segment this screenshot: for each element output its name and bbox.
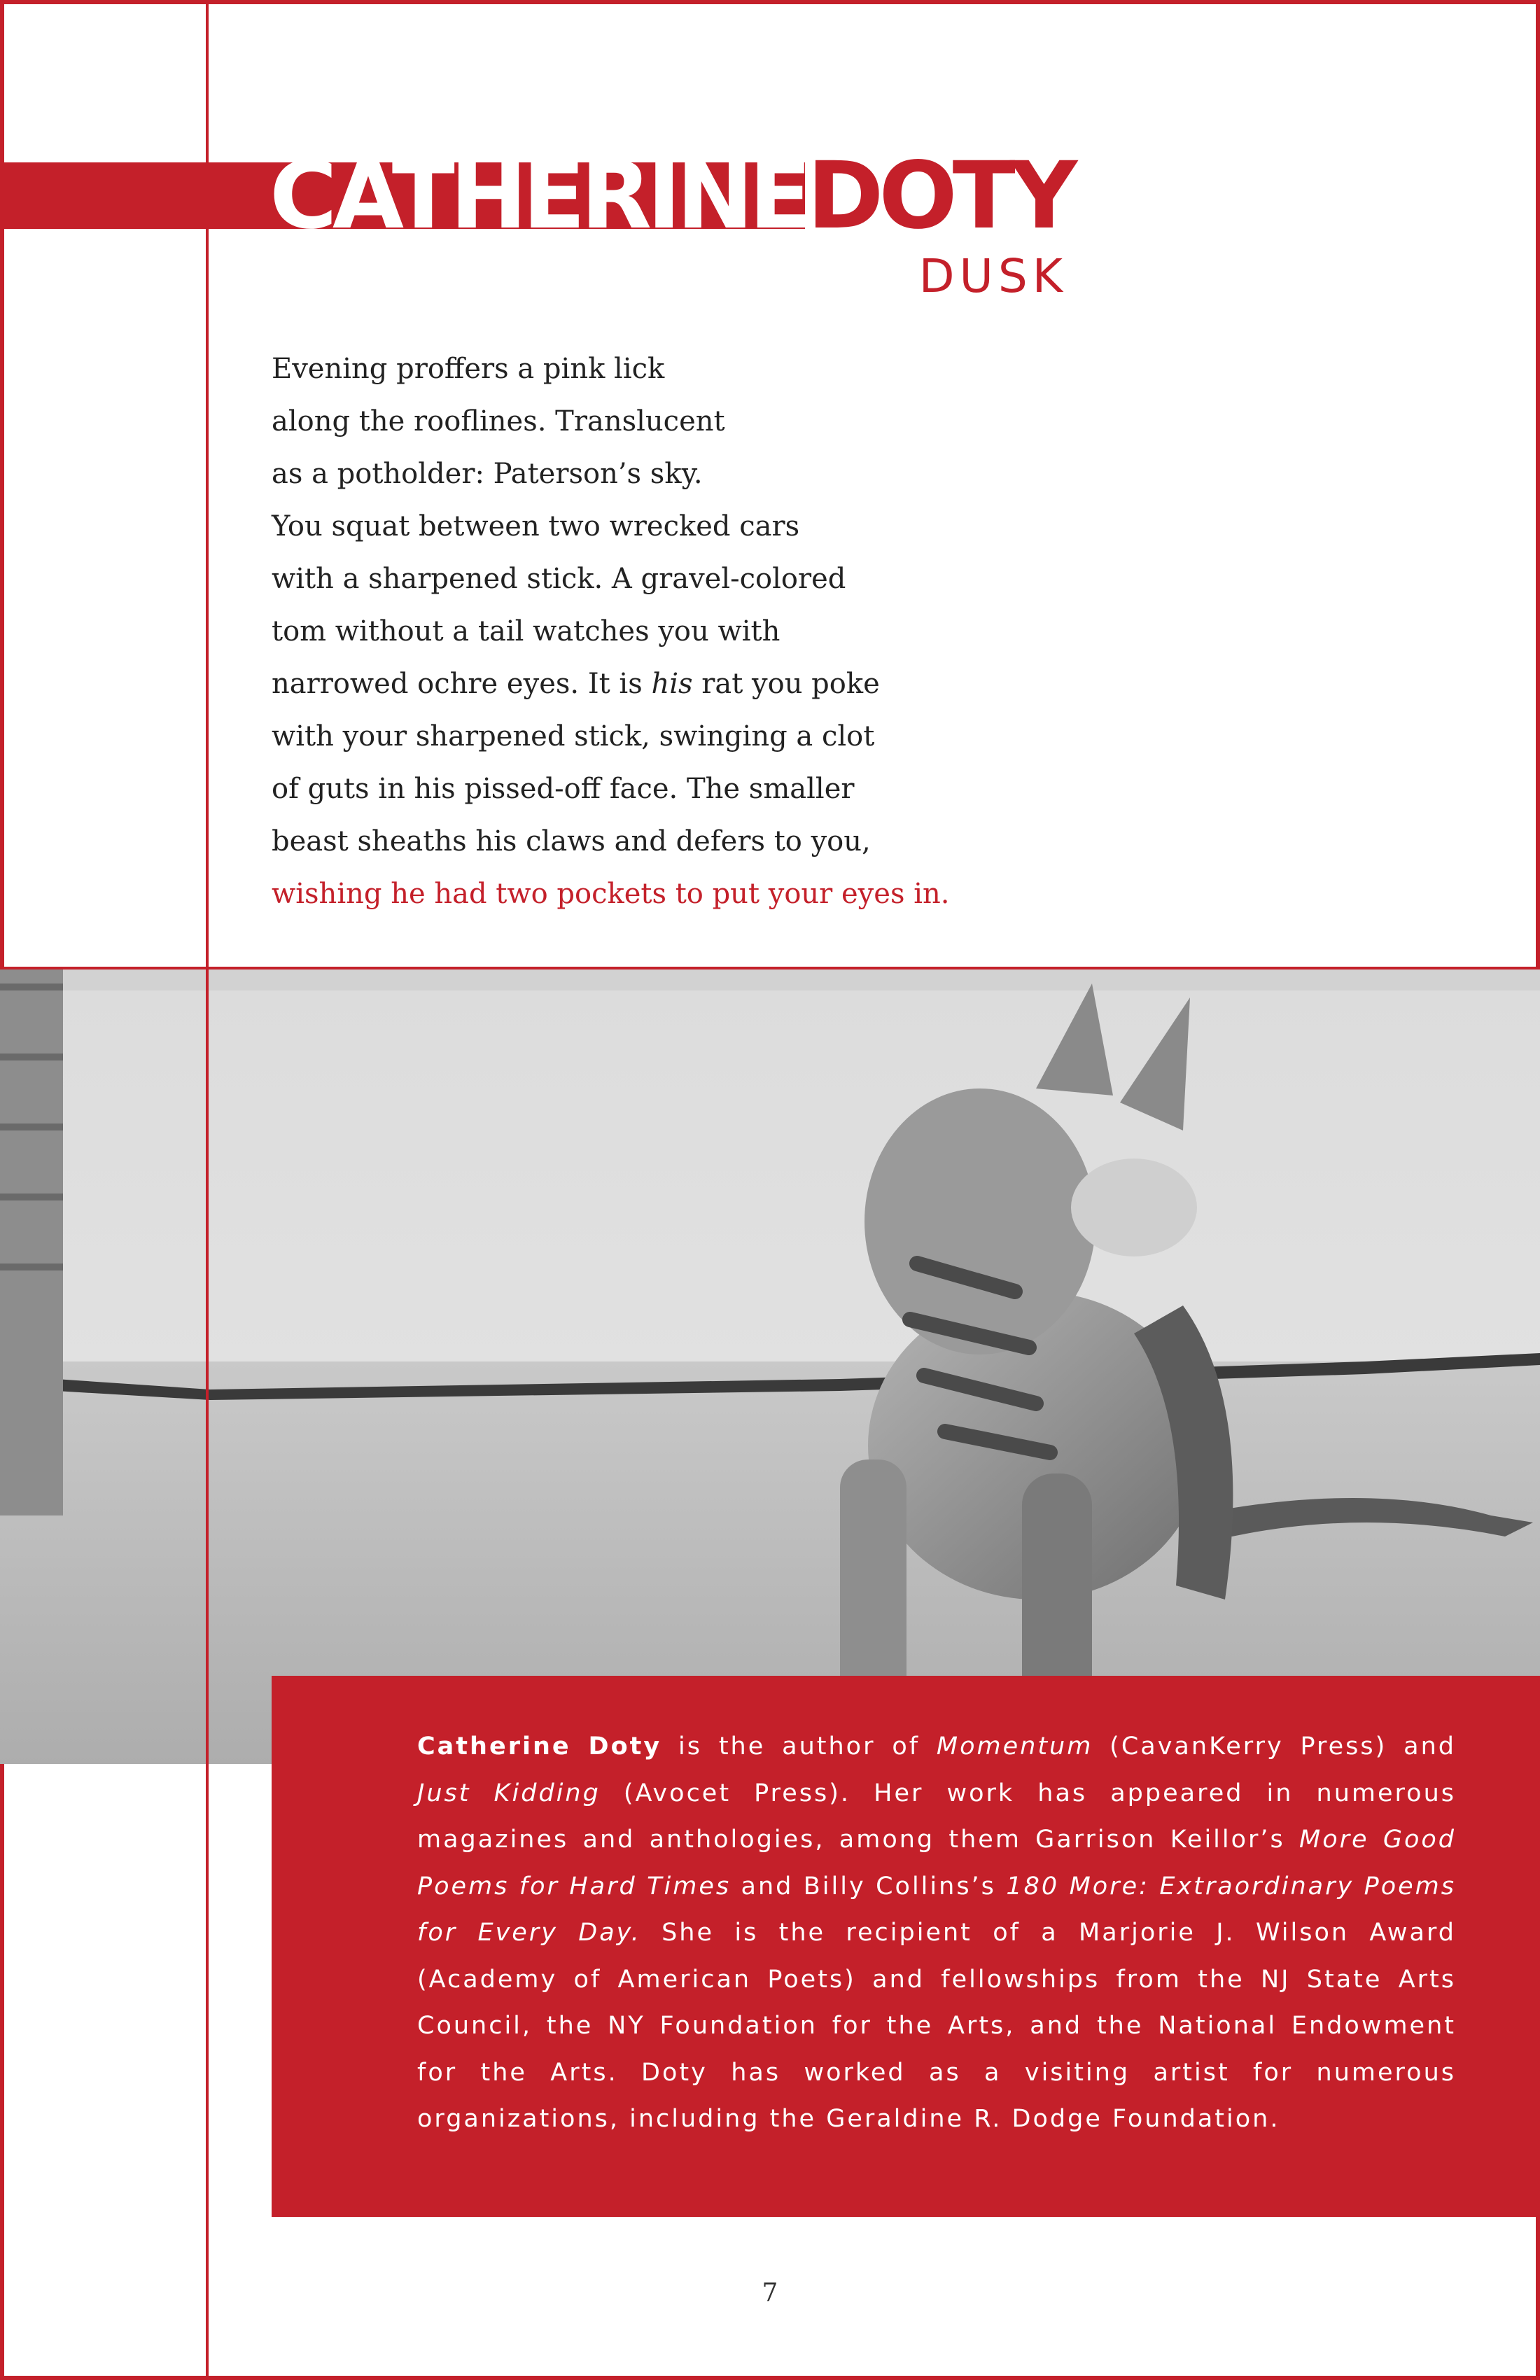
author-last-name: DOTY bbox=[806, 142, 1073, 250]
poem-title: DUSK bbox=[918, 249, 1068, 303]
bio-text: and Billy Collins’s bbox=[731, 1872, 1007, 1900]
cat-photo bbox=[0, 969, 1540, 1764]
poem-line: with your sharpened stick, swinging a clot bbox=[272, 720, 875, 752]
bio-name: Catherine Doty bbox=[417, 1732, 662, 1760]
author-bio bbox=[272, 1676, 1540, 2217]
poem-line-text: rat you poke bbox=[692, 668, 880, 700]
author-first-name: CATHERINE bbox=[270, 142, 807, 250]
bio-text: She is the recipient of a Marjorie J. Wilson Award (Academy of American Poets) and fellowships from the NJ State Arts Council, the NY Foundation for the Arts, and the National Endowment for the Arts. Doty has worked as a visiting artist for numerous organizations, including the Geraldine R. Dodge Foundation. bbox=[417, 1919, 1457, 2133]
poem-line: Evening proffers a pink lick bbox=[272, 353, 665, 385]
poem-body bbox=[272, 343, 949, 920]
poem-line bbox=[272, 658, 949, 710]
bio-text: (CavanKerry Press) and bbox=[1093, 1732, 1457, 1760]
bio-text: (Avocet Press). Her work has appeared in numerous magazines and anthologies, among them Garrison Keillor’s bbox=[417, 1779, 1456, 1854]
bio-text: is the author of bbox=[662, 1732, 937, 1760]
author-name bbox=[270, 144, 1072, 248]
page-number: 7 bbox=[762, 2278, 778, 2307]
bio-book-title: More Good Poems for Hard Times bbox=[417, 1826, 1456, 1900]
vertical-rule-overlay bbox=[206, 969, 209, 1764]
bio-book-title: 180 More: Extraordinary Poems for Every Day. bbox=[417, 1872, 1456, 1947]
poem-line: of guts in his pissed-off face. The smaller bbox=[272, 773, 855, 805]
poem-line: along the rooflines. Translucent bbox=[272, 405, 725, 438]
poem-line-text: narrowed ochre eyes. It is bbox=[272, 668, 652, 700]
poem-line: tom without a tail watches you with bbox=[272, 615, 780, 648]
bio-book-title: Momentum bbox=[936, 1732, 1093, 1760]
cat-photo-illustration bbox=[0, 969, 1540, 1764]
poem-line: as a potholder: Paterson’s sky. bbox=[272, 458, 703, 490]
poem-line: beast sheaths his claws and defers to you, bbox=[272, 825, 871, 858]
poem-line-emphasis: his bbox=[651, 668, 693, 700]
poem-last-line: wishing he had two pockets to put your eyes in. bbox=[272, 878, 950, 910]
bio-book-title: Just Kidding bbox=[417, 1779, 601, 1807]
poem-line: with a sharpened stick. A gravel-colored bbox=[272, 563, 846, 595]
poem-line: You squat between two wrecked cars bbox=[272, 510, 800, 542]
